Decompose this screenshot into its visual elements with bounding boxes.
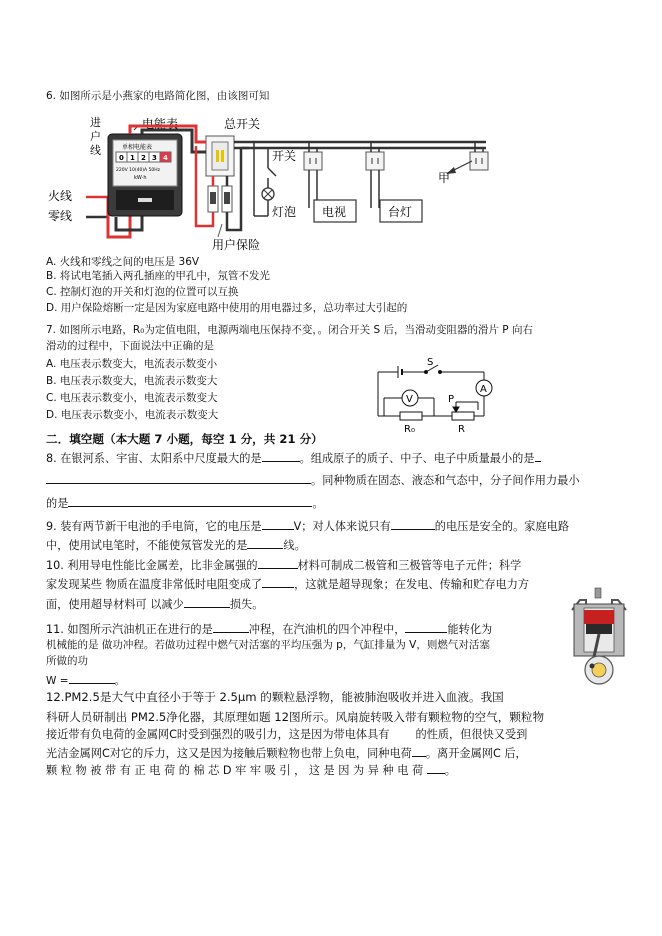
- entry-char-2: 户: [90, 130, 101, 143]
- q11-line4: W = 。: [46, 672, 125, 688]
- tv-outlet: [304, 152, 322, 170]
- switch-s-label: S: [427, 357, 434, 368]
- neutral-wire-label: 零线: [48, 209, 73, 223]
- q8-line1: 8. 在银河系、宇宙、太阳系中尺度最大的是 。组成原子的质子、中子、电子中质量最小的是: [46, 450, 541, 466]
- spark-plug-icon: [595, 588, 601, 598]
- slider-p-label: P: [448, 394, 455, 405]
- q12-line4: 光洁金属网C对它的斥力，这又是因为接触后颗粒物也带上负电，同种电荷 。离开金属网C 后，: [46, 747, 527, 760]
- q12-line3: 接近带有负电荷的金属网C时受到强烈的吸引力，这是因为带电体具有 的性质，但很快又受到: [46, 728, 528, 741]
- q9-line1: 9. 装有两节新干电池的手电筒，它的电压是 V；对人体来说只有 的电压是安全的。家庭电路: [46, 520, 570, 533]
- fuse-label: 用户保险: [212, 238, 261, 252]
- q10-line2: 家发现某些 物质在温度非常低时电阻变成了 ，这就是超导现象；在发电、传输和贮存电力方: [46, 578, 530, 591]
- bulb-icon: [262, 188, 274, 200]
- q7-stem-line1: 7. 如图所示电路，R₀为定值电阻，电源两端电压保持不变，。闭合开关 S 后，当滑动变阻器的滑片 P 向右: [46, 324, 533, 336]
- r-label: R: [458, 424, 465, 435]
- jia-outlet: [470, 152, 488, 170]
- q7-option-d: D. 电压表示数变小，电流表示数变大: [46, 409, 219, 421]
- meter-digit-2: 1: [130, 154, 135, 162]
- piston: [584, 610, 614, 624]
- q12-blank-3[interactable]: [427, 762, 445, 774]
- q11-blank-3[interactable]: [69, 672, 115, 684]
- meter-label: 电能表: [142, 117, 179, 131]
- lamp-label: 台灯: [388, 205, 413, 219]
- meter-unit: kW·h: [134, 175, 147, 181]
- ammeter-label: A: [480, 384, 487, 395]
- q9-blank-1[interactable]: [262, 518, 294, 530]
- q7-option-c: C. 电压表示数变小，电流表示数变大: [46, 392, 218, 404]
- voltmeter-label: V: [406, 394, 413, 405]
- entry-char-1: 进: [90, 116, 101, 129]
- meter-digit-1: 0: [119, 154, 124, 162]
- q10-line1: 10. 利用导电性能比金属差，比非金属强的 材料可制成二极管和三极管等电子元件；科学: [46, 559, 522, 572]
- q10-line3: 面，使用超导材料可 以减少 损失。: [46, 598, 264, 611]
- r0-label: R₀: [404, 424, 415, 435]
- meter-digit-4: 3: [152, 154, 157, 162]
- meter-spec: 220V 10(40)A 50Hz: [116, 168, 161, 173]
- jia-label: 甲: [438, 171, 451, 185]
- q12-line1: 12.PM2.5是大气中直径小于等于 2.5μm 的颗粒悬浮物，能被肺泡吸收并进入血液。我国: [46, 690, 504, 704]
- q9-line2: 中，使用试电笔时，不能使氖管发光的是 线。: [46, 539, 306, 552]
- q8-blank-2b[interactable]: [46, 472, 311, 484]
- q11-line1: 11. 如图所示汽油机正在进行的是 冲程，在汽油机的四个冲程中， 能转化为: [46, 623, 493, 636]
- entry-char-3: 线: [90, 144, 101, 157]
- q11-line2: 机械能的是 做功冲程。若做功过程中燃气对活塞的平均压强为 p，气缸排量为 V，则燃气对活塞: [46, 639, 490, 651]
- meter-digit-3: 2: [141, 154, 146, 162]
- electric-meter: [108, 134, 182, 216]
- q12-line5: 颗 粒 物 被 带 有 正 电 荷 的 棉 芯 D 牢 牢 吸 引 ， 这 是 因 为 异 种 电 荷 。: [46, 764, 456, 777]
- q7-option-a: A. 电压表示数变大，电流表示数变小: [46, 358, 218, 370]
- q12-line2: 科研人员研制出 PM2.5净化器，其原理如题 12图所示。风扇旋转吸入带有颗粒物的空气，颗粒物: [46, 710, 545, 724]
- q11-blank-2[interactable]: [405, 621, 447, 633]
- q8-blank-2[interactable]: [535, 450, 541, 462]
- bulb-label: 灯泡: [272, 205, 297, 219]
- q7-circuit-figure: [372, 356, 502, 442]
- engine-cylinder-figure: [568, 586, 630, 690]
- q12-blank-2[interactable]: [412, 745, 426, 757]
- q6-stem: 6. 如图所示是小燕家的电路简化图，由该图可知: [46, 90, 270, 102]
- q9-blank-2[interactable]: [391, 518, 435, 530]
- lamp-outlet: [366, 152, 384, 170]
- q9-blank-3[interactable]: [247, 537, 283, 549]
- fuse-block: [208, 186, 232, 212]
- q8-line2: 。同种物质在固态、液态和气态中，分子间作用力最小: [46, 472, 580, 488]
- q6-option-a: A. 火线和零线之间的电压是 36V: [46, 256, 200, 268]
- q7-stem-line2: 滑动的过程中，下面说法中正确的是: [46, 340, 214, 352]
- q6-option-d: D. 用户保险熔断一定是因为家庭电路中使用的用电器过多，总功率过大引起的: [46, 302, 408, 314]
- q6-option-b: B. 将试电笔插入两孔插座的甲孔中，氖管不发光: [46, 270, 270, 282]
- q10-blank-2[interactable]: [262, 576, 294, 588]
- q10-blank-1[interactable]: [258, 557, 298, 569]
- main-switch: [206, 136, 234, 176]
- q11-line3: 所做的功: [46, 655, 88, 667]
- q7-option-b: B. 电压表示数变大，电流表示数变大: [46, 375, 218, 387]
- live-wire-label: 火线: [48, 189, 73, 203]
- q10-blank-3[interactable]: [184, 596, 230, 608]
- q8-line3: 的是 。: [46, 497, 324, 510]
- tv-label: 电视: [322, 205, 347, 219]
- q11-blank-1[interactable]: [213, 621, 249, 633]
- meter-title: 单相电能表: [122, 144, 153, 151]
- main-switch-label: 总开关: [224, 117, 261, 131]
- household-circuit-figure: [46, 112, 498, 254]
- q8-blank-3[interactable]: [68, 495, 312, 507]
- switch-label: 开关: [272, 149, 297, 163]
- meter-digit-5: 4: [163, 154, 168, 162]
- section-heading-fill-in: 二．填空题（本大题 7 小题，每空 1 分，共 21 分）: [46, 432, 323, 446]
- q8-blank-1[interactable]: [262, 450, 300, 462]
- q6-option-c: C. 控制灯泡的开关和灯泡的位置可以互换: [46, 286, 239, 298]
